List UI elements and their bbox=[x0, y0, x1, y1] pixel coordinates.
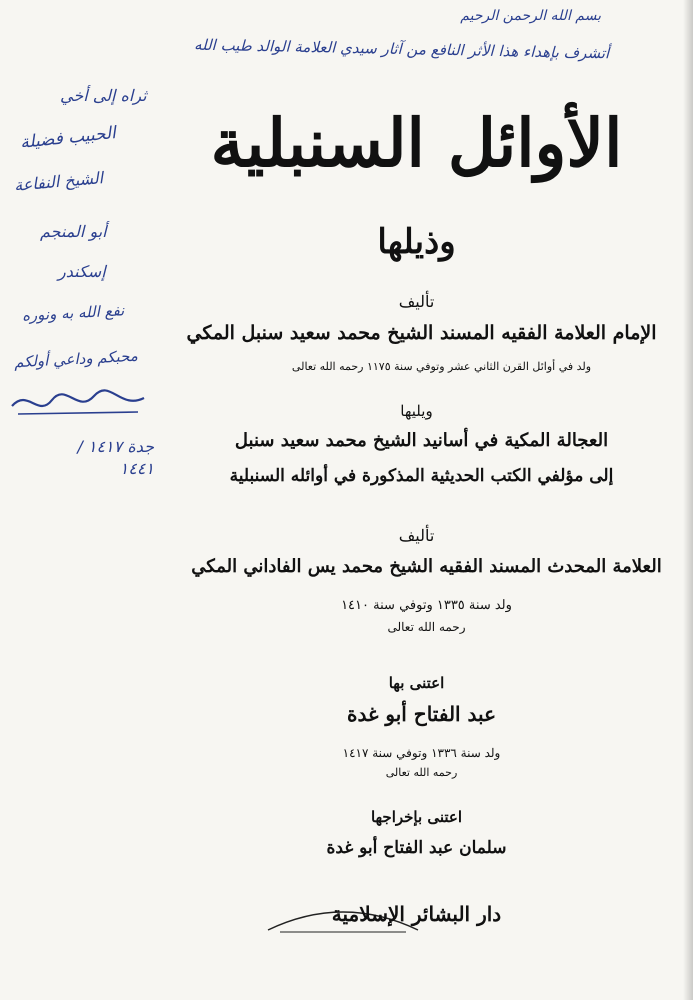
producer-name: سلمان عبد الفتاح أبو غدة bbox=[326, 838, 507, 858]
editor-name: عبد الفتاح أبو غدة bbox=[346, 702, 497, 726]
handwritten-dedication-line-3: الحبيب فضيلة bbox=[19, 123, 117, 153]
book-subtitle: وذيلها bbox=[377, 222, 456, 262]
author-dates: ولد في أوائل القرن الثاني عشر وتوفي سنة ١١٧٥ رحمه الله تعالى bbox=[291, 360, 592, 373]
appendix-author-dates-1: ولد سنة ١٣٣٥ وتوفي سنة ١٤١٠ bbox=[341, 598, 512, 613]
editor-dates-2: رحمه الله تعالى bbox=[385, 766, 458, 779]
appendix-title-line-1: العجالة المكية في أسانيد الشيخ محمد سعيد سنبل bbox=[234, 430, 609, 451]
handwritten-date: جدة ١٤١٧ / ١٤٤١ bbox=[77, 437, 154, 479]
handwritten-dedication-line-4: الشيخ النفاعة bbox=[13, 168, 104, 195]
producer-label: اعتنى بإخراجها bbox=[370, 808, 463, 826]
author-name: الإمام العلامة الفقيه المسند الشيخ محمد سعيد سنبل المكي bbox=[186, 322, 657, 344]
appendix-author-dates-2: رحمه الله تعالى bbox=[387, 620, 466, 634]
appendix-author-name: العلامة المحدث المسند الفقيه الشيخ محمد يس الفاداني المكي bbox=[191, 556, 662, 577]
handwritten-dedication-line-5: أبو المنجم bbox=[40, 222, 107, 241]
editor-label: اعتنى بها bbox=[388, 674, 445, 692]
appendix-author-label: تأليف bbox=[398, 526, 435, 545]
author-label: تأليف bbox=[398, 292, 435, 311]
page-edge-shadow bbox=[683, 0, 693, 1000]
handwritten-dedication-line-2: ثراه إلى أخي bbox=[60, 86, 147, 105]
editor-dates-1: ولد سنة ١٣٣٦ وتوفي سنة ١٤١٧ bbox=[342, 746, 501, 760]
handwritten-dedication-line-8: محبكم وداعي أولكم bbox=[13, 346, 139, 372]
handwritten-dedication-line-6: إسكندر bbox=[58, 262, 106, 281]
handwritten-basmala: بسم الله الرحمن الرحيم bbox=[460, 8, 601, 24]
book-title: الأوائل السنبلية bbox=[210, 104, 623, 182]
appendix-title-line-2: إلى مؤلفي الكتب الحديثية المذكورة في أوائله السنبلية bbox=[229, 466, 614, 486]
publisher-name: دار البشائر الإسلامية bbox=[331, 902, 502, 926]
handwritten-dedication-line-1: أتشرف بإهداء هذا الأثر النافع من آثار سيدي العلامة الوالد طيب الله bbox=[193, 35, 610, 63]
appendix-label: ويليها bbox=[400, 402, 433, 420]
handwritten-dedication-line-7: نفع الله به ونوره bbox=[21, 301, 125, 325]
